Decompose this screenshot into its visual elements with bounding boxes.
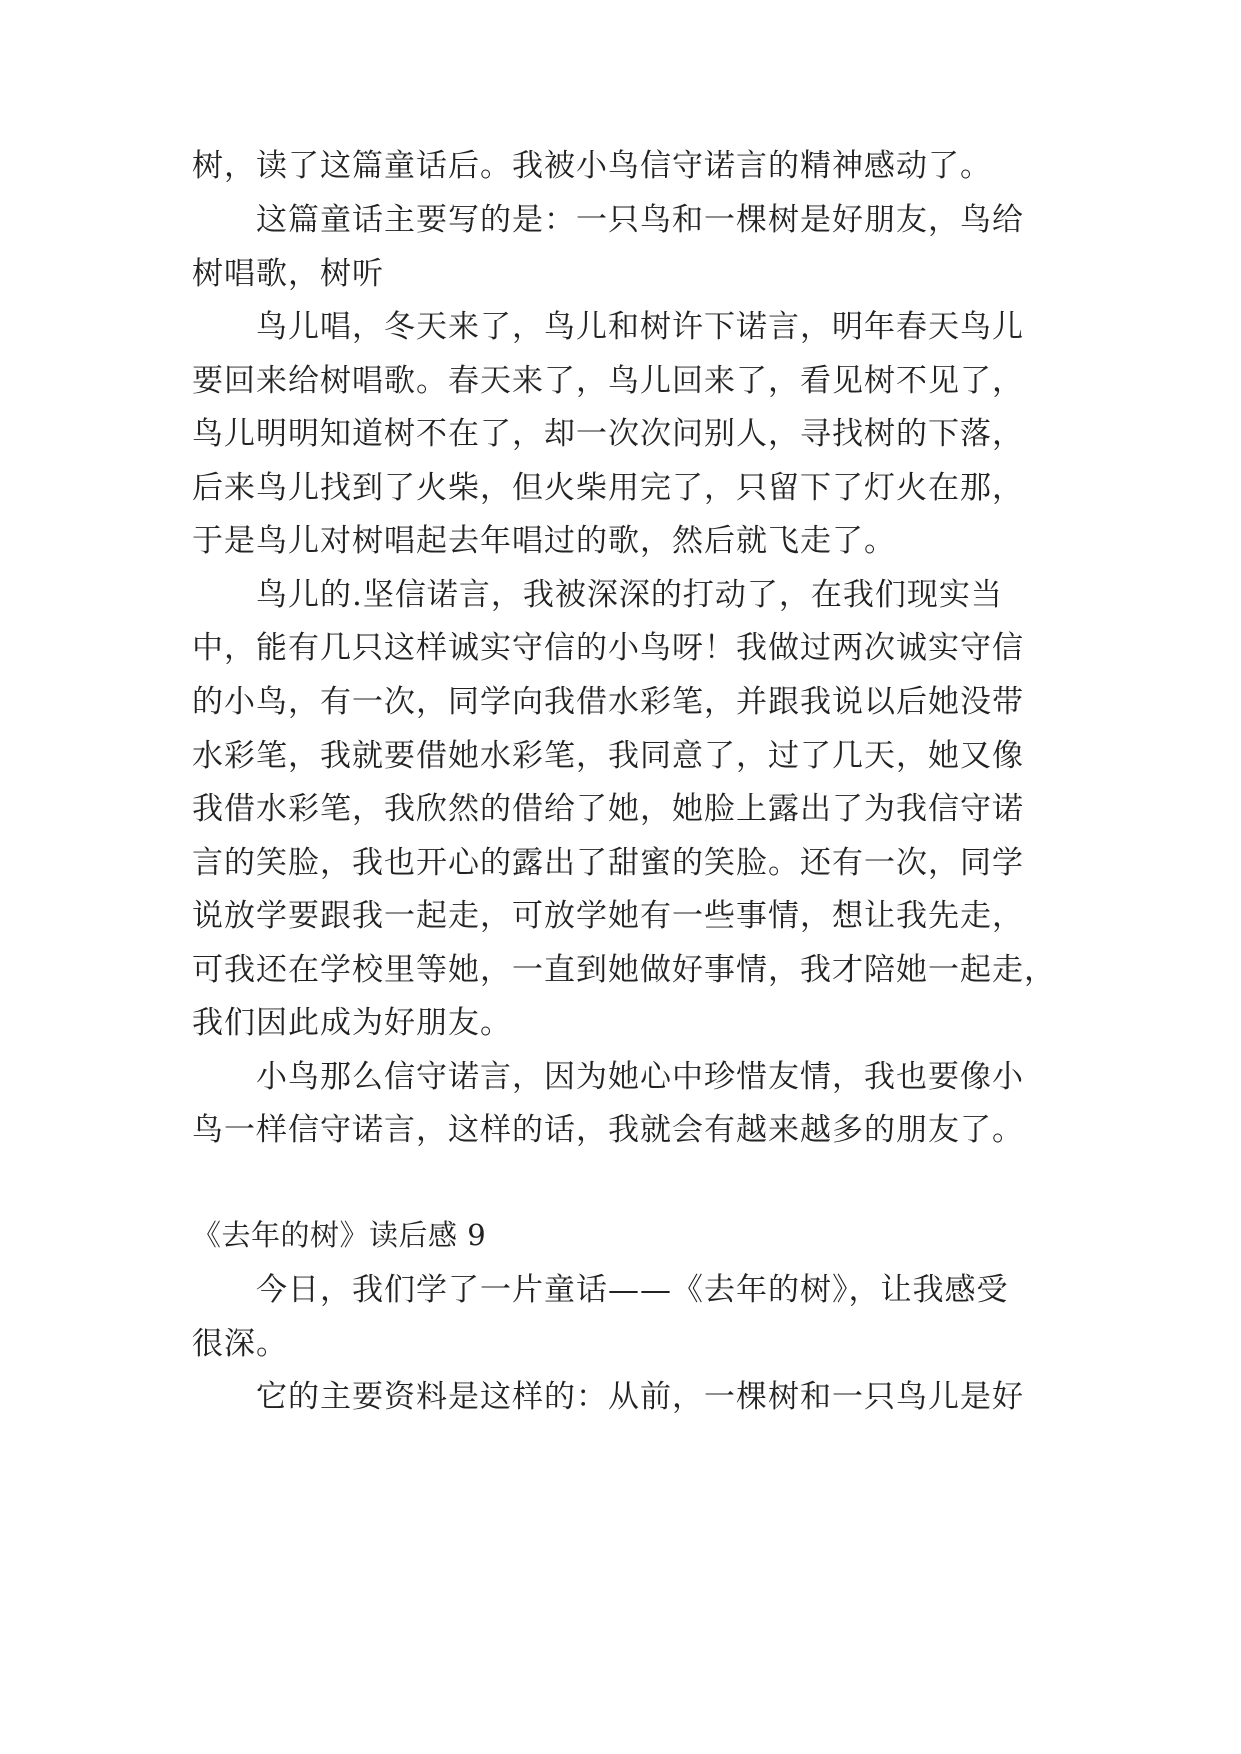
paragraph-line: 言的笑脸，我也开心的露出了甜蜜的笑脸。还有一次，同学 xyxy=(192,845,1024,881)
paragraph-line: 鸟儿明明知道树不在了，却一次次问别人，寻找树的下落， xyxy=(192,416,1024,452)
paragraph-line: 我们因此成为好朋友。 xyxy=(192,1005,512,1041)
paragraph-line: 要回来给树唱歌。春天来了，鸟儿回来了，看见树不见了， xyxy=(192,363,1024,399)
paragraph-line: 中，能有几只这样诚实守信的小鸟呀！我做过两次诚实守信 xyxy=(192,630,1024,666)
paragraph-line: 我借水彩笔，我欣然的借给了她，她脸上露出了为我信守诺 xyxy=(192,791,1024,827)
document-page xyxy=(192,0,1060,1754)
paragraph-line: 小鸟那么信守诺言，因为她心中珍惜友情，我也要像小 xyxy=(256,1059,1024,1095)
section-title: 《去年的树》读后感 9 xyxy=(192,1218,487,1252)
paragraph-line: 树，读了这篇童话后。我被小鸟信守诺言的精神感动了。 xyxy=(192,148,992,184)
paragraph-line: 后来鸟儿找到了火柴，但火柴用完了，只留下了灯火在那， xyxy=(192,470,1024,506)
paragraph-line: 鸟儿唱，冬天来了，鸟儿和树许下诺言，明年春天鸟儿 xyxy=(256,309,1024,345)
paragraph-line: 说放学要跟我一起走，可放学她有一些事情，想让我先走， xyxy=(192,898,1024,934)
paragraph-line: 很深。 xyxy=(192,1326,288,1362)
paragraph-line: 可我还在学校里等她，一直到她做好事情，我才陪她一起走， xyxy=(192,952,1056,988)
paragraph-line: 鸟儿的.坚信诺言，我被深深的打动了，在我们现实当 xyxy=(256,577,1003,613)
paragraph-line: 树唱歌，树听 xyxy=(192,256,384,292)
paragraph-line: 今日，我们学了一片童话——《去年的树》，让我感受 xyxy=(256,1272,1009,1308)
paragraph-line: 这篇童话主要写的是：一只鸟和一棵树是好朋友，鸟给 xyxy=(256,202,1024,238)
paragraph-line: 于是鸟儿对树唱起去年唱过的歌，然后就飞走了。 xyxy=(192,523,896,559)
paragraph-line: 水彩笔，我就要借她水彩笔，我同意了，过了几天，她又像 xyxy=(192,738,1024,774)
paragraph-line: 它的主要资料是这样的：从前，一棵树和一只鸟儿是好 xyxy=(256,1379,1024,1415)
paragraph-line: 的小鸟，有一次，同学向我借水彩笔，并跟我说以后她没带 xyxy=(192,684,1024,720)
paragraph-line: 鸟一样信守诺言，这样的话，我就会有越来越多的朋友了。 xyxy=(192,1112,1024,1148)
